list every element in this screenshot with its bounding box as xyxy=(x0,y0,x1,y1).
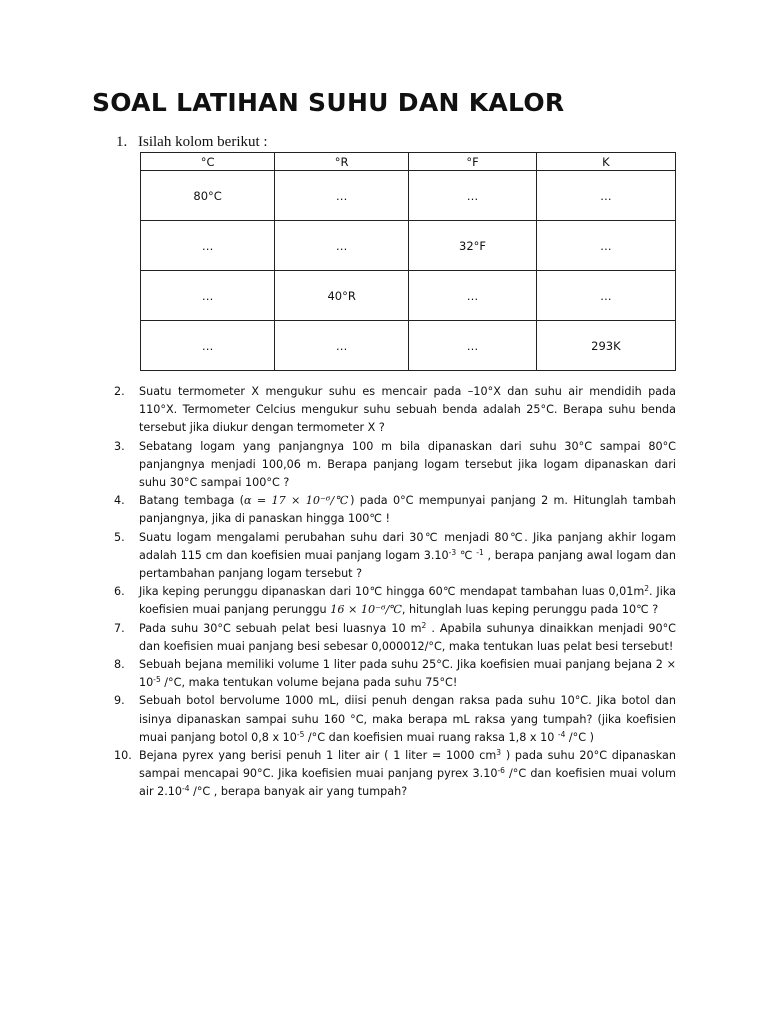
temperature-conversion-table xyxy=(140,152,676,371)
question-list xyxy=(114,383,676,802)
question-number: 3. xyxy=(114,439,125,453)
table-cell: 32°F xyxy=(409,221,537,271)
superscript: 2 xyxy=(421,620,427,630)
superscript: -5 xyxy=(296,729,305,739)
question-text: Suatu logam mengalami perubahan suhu dari 30℃ menjadi 80℃. Jika panjang akhir logam adalah 115 cm dan koefisien muai panjang logam 3.10 xyxy=(139,530,676,562)
table-header-row xyxy=(141,153,676,171)
table-cell: 293K xyxy=(536,321,675,371)
table-cell: … xyxy=(409,171,537,221)
question-item xyxy=(114,747,676,802)
page-title: SOAL LATIHAN SUHU DAN KALOR xyxy=(92,88,565,117)
question-text: Sebuah botol bervolume 1000 mL, diisi penuh dengan raksa pada suhu 10°C. Jika botol dan isinya dipanaskan sampai suhu 160 °C, maka berapa mL raksa yang tumpah? (jika koefisien muai panjang botol 0,8 x 10 xyxy=(139,694,676,744)
question-text: ) pada 0°C mempunyai panjang 2 m. Hitunglah tambah panjangnya, jika di panaskan hingga 100℃ ! xyxy=(139,494,676,526)
question-number: 7. xyxy=(114,621,125,635)
question-item xyxy=(114,620,676,656)
question-text: Bejana pyrex yang berisi penuh 1 liter air ( 1 liter = 1000 cm xyxy=(139,749,497,763)
superscript: 3 xyxy=(496,748,502,758)
alpha-formula: α = 17 × 10⁻⁶/℃ xyxy=(244,494,351,508)
coefficient-formula: 16 × 10⁻⁶/℃ xyxy=(330,603,402,617)
table-cell: … xyxy=(536,271,675,321)
table-row xyxy=(141,221,676,271)
question-text: . Apabila suhunya dinaikkan menjadi 90°C dan koefisien muai panjang besi sebesar 0,000012/°C, maka tentukan luas pelat besi tersebut! xyxy=(139,621,676,653)
header-reamur: °R xyxy=(275,153,409,171)
question-number: 10. xyxy=(114,749,132,763)
question-text: , hitunglah luas keping perunggu pada 10℃ ? xyxy=(401,603,659,617)
table-cell: 80°C xyxy=(141,171,275,221)
question-text: ) pada suhu 20°C dipanaskan sampai mencapai 90°C. Jika koefisien muai panjang pyrex 3.10 xyxy=(139,749,676,781)
header-celsius: °C xyxy=(141,153,275,171)
question-text: Jika keping perunggu dipanaskan dari 10℃ hingga 60℃ mendapat tambahan luas 0,01m xyxy=(139,585,645,599)
table-cell: … xyxy=(409,321,537,371)
question-number: 9. xyxy=(114,694,125,708)
question-item xyxy=(114,583,676,619)
table-row xyxy=(141,271,676,321)
table-cell: … xyxy=(275,321,409,371)
question-number: 6. xyxy=(114,585,125,599)
question-text: Suatu termometer X mengukur suhu es mencair pada –10°X dan suhu air mendidih pada 110°X. Termometer Celcius mengukur suhu sebuah benda adalah 25°C. Berapa suhu benda tersebut jika diukur dengan termometer X ? xyxy=(139,385,676,435)
table-cell: … xyxy=(275,221,409,271)
question-text: ℃ xyxy=(456,548,477,562)
question-text: , berapa panjang awal logam dan pertambahan panjang logam tersebut ? xyxy=(139,548,676,581)
superscript: -3 xyxy=(448,547,457,557)
table-cell: … xyxy=(141,221,275,271)
table-row xyxy=(141,171,676,221)
question-text: /°C dan koefisien muai volum air 2.10 xyxy=(139,767,676,799)
table-cell: 40°R xyxy=(275,271,409,321)
question-text: /°C, maka tentukan volume bejana pada suhu 75°C! xyxy=(160,676,458,690)
question-1 xyxy=(116,134,268,151)
question-text: /°C dan koefisien muai ruang raksa 1,8 x 10 xyxy=(304,730,558,744)
table-cell: … xyxy=(409,271,537,321)
superscript: -6 xyxy=(497,766,505,776)
question-text: Pada suhu 30°C sebuah pelat besi luasnya 10 m xyxy=(139,621,422,635)
question-text: /°C , berapa banyak air yang tumpah? xyxy=(189,785,408,799)
table-cell: … xyxy=(141,321,275,371)
header-kelvin: K xyxy=(536,153,675,171)
question-item xyxy=(114,492,676,528)
superscript: -4 xyxy=(182,784,190,794)
question-text: Sebatang logam yang panjangnya 100 m bila dipanaskan dari suhu 30°C sampai 80°C panjangnya menjadi 100,06 m. Berapa panjang logam tersebut jika logam dipanaskan dari suhu 30°C sampai 100°C ? xyxy=(139,439,676,490)
question-item xyxy=(114,529,676,584)
question-item xyxy=(114,383,676,438)
superscript: -1 xyxy=(476,547,484,557)
question-text: Sebuah bejana memiliki volume 1 liter pada suhu 25°C. Jika koefisien muai panjang bejana 2 × 10 xyxy=(139,658,676,690)
table-cell: … xyxy=(275,171,409,221)
table-cell: … xyxy=(536,221,675,271)
superscript: -5 xyxy=(153,675,161,685)
question-item xyxy=(114,656,676,692)
table-row xyxy=(141,321,676,371)
question-item xyxy=(114,438,676,493)
question-item xyxy=(114,692,676,747)
question-number: 8. xyxy=(114,658,125,672)
question-number: 5. xyxy=(114,530,125,544)
header-fahrenheit: °F xyxy=(409,153,537,171)
question-text: Isilah kolom berikut : xyxy=(138,134,268,150)
table-cell: … xyxy=(141,271,275,321)
question-number: 2. xyxy=(114,385,125,398)
question-text: /°C ) xyxy=(565,730,595,744)
superscript: -4 xyxy=(557,729,566,739)
table-cell: … xyxy=(536,171,675,221)
superscript: 2 xyxy=(644,584,650,594)
question-number: 1. xyxy=(116,134,128,150)
question-text: Batang tembaga ( xyxy=(139,494,244,508)
question-text: . Jika koefisien muai panjang perunggu xyxy=(139,585,676,617)
question-number: 4. xyxy=(114,494,125,508)
